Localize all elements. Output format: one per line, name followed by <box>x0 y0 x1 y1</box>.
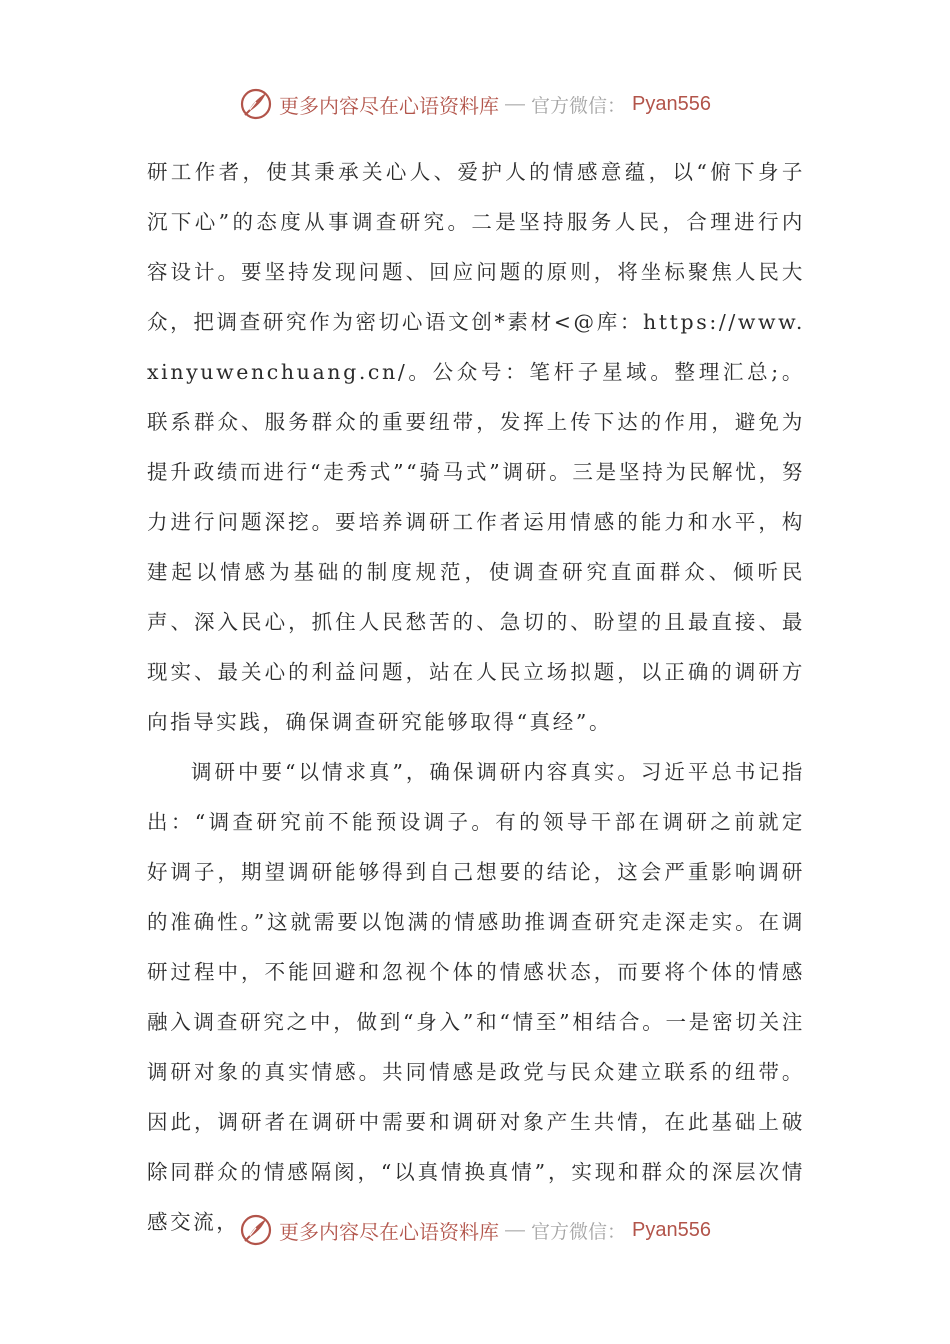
watermark-contact-label: 官方微信： <box>531 1220 627 1243</box>
body-paragraph-2: 调研中要“以情求真”，确保调研内容真实。习近平总书记指出：“调查研究前不能预设调子。有的领导干部在调研之前就定好调子，期望调研能够得到自己想要的结论，这会严重影响调研的准确性。”这就需要以饱满的情感助推调查研究走深走实。在调研过程中，不能回避和忽视个体的情感状态，而要将个体的情感融入调查研究之中，做到“身入”和“情至”相结合。一是密切关注调研对象的真实情感。共同情感是政党与民众建立联系的纽带。因此，调研者在调研中需要和调研对象产生共情，在此基础上破除同群众的情感隔阂，“以真情换真情”，实现和群众的深层次情感交流， <box>147 760 805 1234</box>
watermark-contact-id: Pyan556 <box>632 1218 711 1241</box>
body-paragraph-1: 研工作者，使其秉承关心人、爱护人的情感意蕴，以“俯下身子沉下心”的态度从事调查研究。二是坚持服务人民，合理进行内容设计。要坚持发现问题、回应问题的原则，将坐标聚焦人民大众，把调查研究作为密切心语文创*素材<@库：https://www.xinyuwenchuang.cn/。公众号：笔杆子星域。整理汇总;。联系群众、服务群众的重要纽带，发挥上传下达的作用，避免为提升政绩而进行“走秀式”“骑马式”调研。三是坚持为民解忧，努力进行问题深挖。要培养调研工作者运用情感的能力和水平，构建起以情感为基础的制度规范，使调查研究直面群众、倾听民声、深入民心，抓住人民愁苦的、急切的、盼望的且最直接、最现实、最关心的利益问题，站在人民立场拟题，以正确的调研方向指导实践，确保调查研究能够取得“真经”。 <box>147 160 805 734</box>
watermark-brand-text: 更多内容尽在心语资料库 <box>279 1219 499 1244</box>
document-body <box>147 147 805 1247</box>
footer-watermark <box>0 1212 950 1248</box>
watermark-contact-id: Pyan556 <box>632 92 711 115</box>
quill-pen-logo-icon <box>239 87 273 121</box>
watermark-dash: — <box>505 92 525 115</box>
header-watermark <box>0 86 950 122</box>
watermark-dash: — <box>505 1218 525 1241</box>
watermark-brand-text: 更多内容尽在心语资料库 <box>279 93 499 118</box>
quill-pen-logo-icon <box>239 1213 273 1247</box>
watermark-contact-label: 官方微信： <box>531 94 627 117</box>
